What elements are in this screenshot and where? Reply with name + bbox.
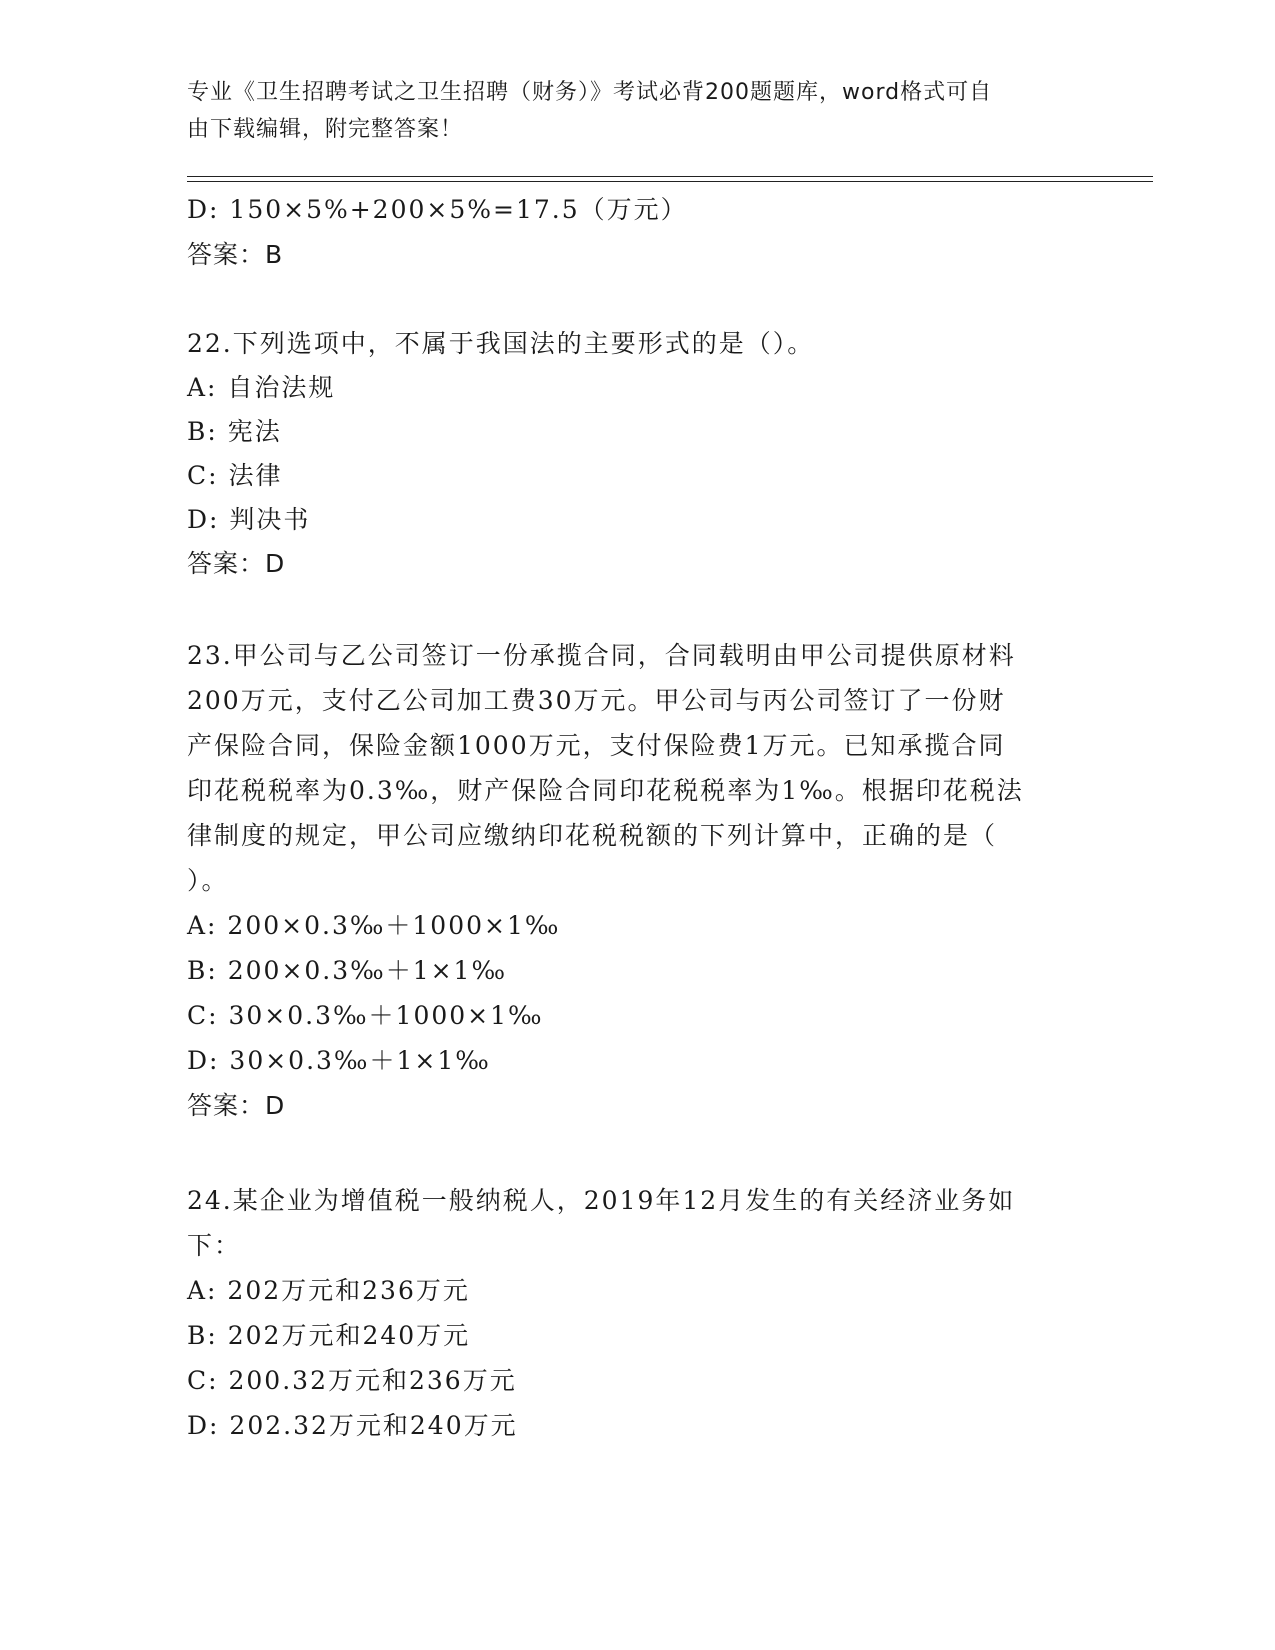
q23-stem-line-1: 23.甲公司与乙公司签订一份承揽合同，合同载明由甲公司提供原材料 — [187, 641, 1016, 670]
q22-option-c: C: 法律 — [187, 461, 283, 490]
q23-option-d: D: 30×0.3‰＋1×1‰ — [187, 1046, 491, 1075]
header-line-2: 由下载编辑，附完整答案！ — [187, 117, 464, 142]
header-line-1: 专业《卫生招聘考试之卫生招聘（财务）》考试必背200题题库，word格式可自 — [187, 80, 993, 105]
q22-option-a: A: 自治法规 — [187, 373, 336, 402]
q24-option-c: C: 200.32万元和236万元 — [187, 1366, 517, 1395]
q23-option-b: B: 200×0.3‰＋1×1‰ — [187, 956, 508, 985]
q23-option-a: A: 200×0.3‰＋1000×1‰ — [187, 911, 561, 940]
q24-option-b: B: 202万元和240万元 — [187, 1321, 471, 1350]
q24-stem-line-2: 下： — [187, 1231, 242, 1260]
q23-stem-line-3: 产保险合同，保险金额1000万元，支付保险费1万元。已知承揽合同 — [187, 731, 1006, 760]
q21-option-d: D: 150×5%+200×5%=17.5（万元） — [187, 195, 688, 224]
q22-option-d: D: 判决书 — [187, 505, 311, 534]
q21-answer: 答案：B — [187, 240, 284, 269]
q22-answer: 答案：D — [187, 549, 286, 578]
q23-stem-line-5: 律制度的规定，甲公司应缴纳印花税税额的下列计算中，正确的是（ — [187, 821, 998, 850]
q23-stem-line-4: 印花税税率为0.3‰，财产保险合同印花税税率为1‰。根据印花税法 — [187, 776, 1024, 805]
q23-option-c: C: 30×0.3‰＋1000×1‰ — [187, 1001, 544, 1030]
header-divider-bottom — [187, 181, 1153, 182]
q24-option-a: A: 202万元和236万元 — [187, 1276, 470, 1305]
q23-stem-line-2: 200万元，支付乙公司加工费30万元。甲公司与丙公司签订了一份财 — [187, 686, 1006, 715]
q23-answer: 答案：D — [187, 1091, 286, 1120]
q23-stem-line-6: ）。 — [187, 866, 229, 895]
q24-stem-line-1: 24.某企业为增值税一般纳税人，2019年12月发生的有关经济业务如 — [187, 1186, 1016, 1215]
q22-option-b: B: 宪法 — [187, 417, 282, 446]
document-header — [187, 74, 1067, 148]
q22-stem: 22.下列选项中，不属于我国法的主要形式的是（）。 — [187, 329, 815, 358]
header-divider-top — [187, 176, 1153, 177]
q24-option-d: D: 202.32万元和240万元 — [187, 1411, 518, 1440]
